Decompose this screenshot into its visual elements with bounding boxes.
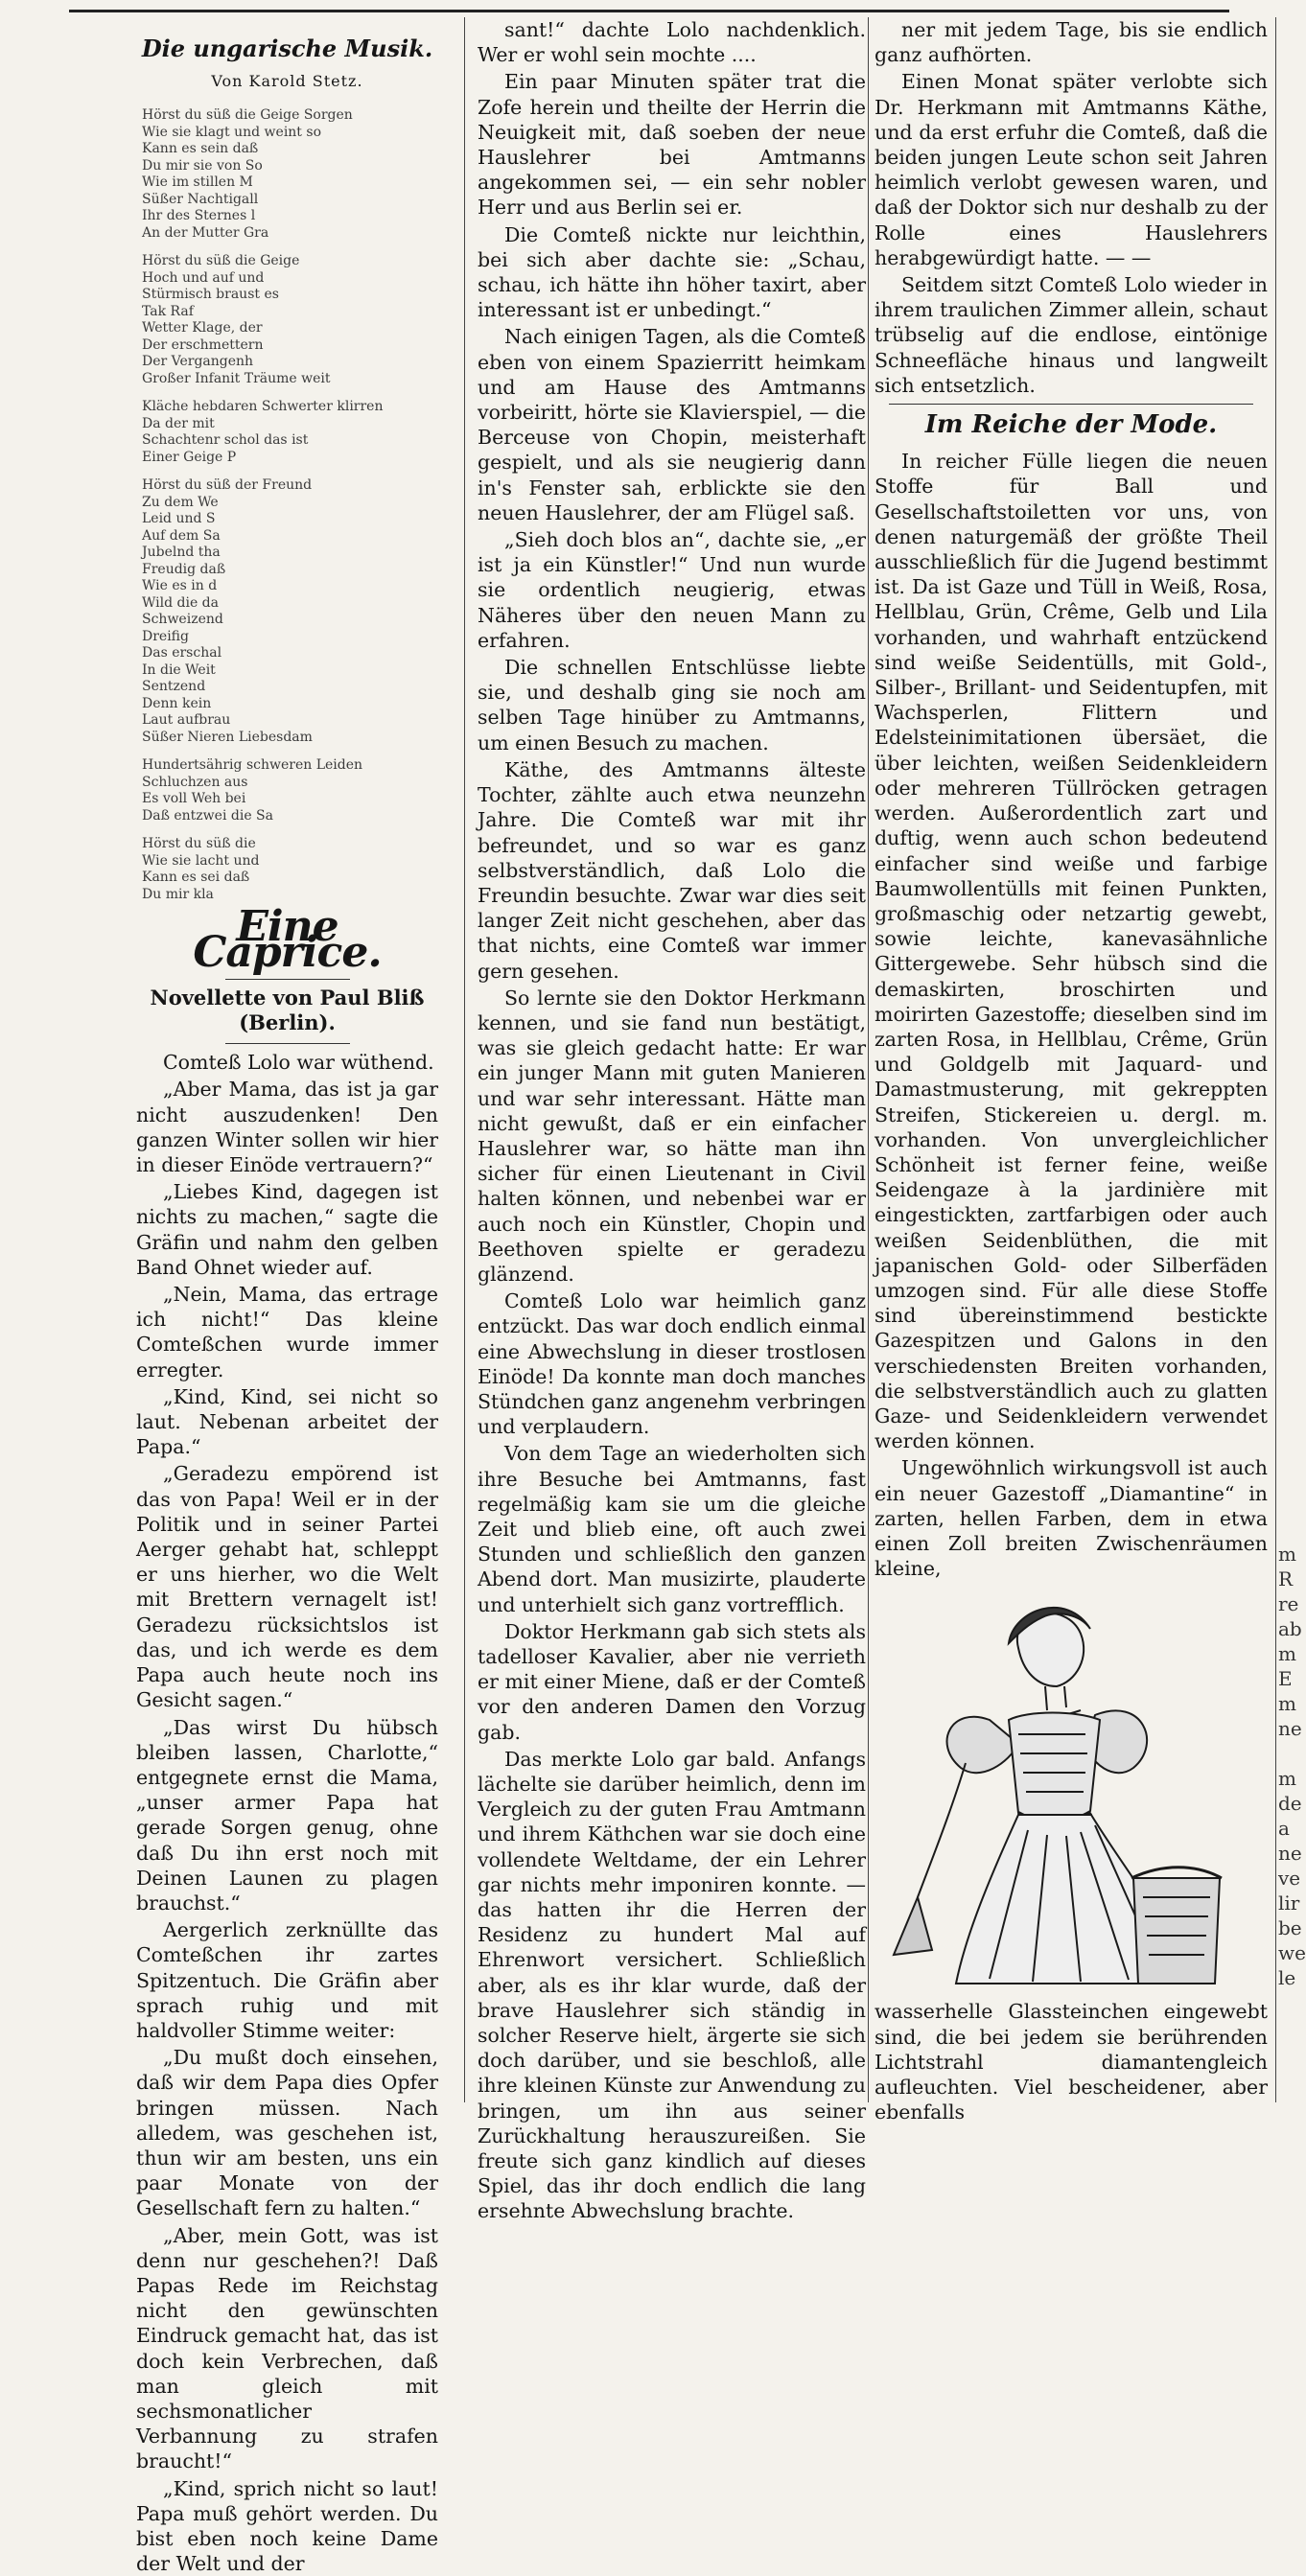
story-paragraph: „Sieh doch blos an“, dachte sie, „er ist ja ein Künstler!“ Und nun wurde sie ordentlich neugierig, etwas Näheres über den neuen Mann zu erfahren. [478,528,866,652]
poem-line: Ihr des Sternes l [142,208,256,224]
poem-line: Wild die da [142,594,219,611]
poem-line: Wie sie lacht und [142,852,260,869]
poem-line: Auf dem Sa [142,527,221,544]
edge-fragment: m [1278,1543,1296,1566]
poem-line: Sentzend [142,679,206,695]
poem-line: Es voll Weh bei [142,791,246,807]
poem-line: Dreifig [142,628,189,644]
story-subtitle: Novellette von Paul Bliß (Berlin). [150,985,425,1035]
edge-fragment: a [1278,1817,1290,1840]
story-paragraph: Die Comteß nickte nur leichthin, bei sich aber dachte sie: „Schau, schau, ich hätte ihn höher taxirt, aber interessant ist er unbedingt.“ [478,222,866,322]
poem-line: Denn kein [142,695,212,711]
poem-line: Hörst du süß die Geige [142,253,300,269]
poem-line: Großer Infanit Träume weit [142,370,331,386]
edge-fragment: m [1278,1692,1296,1715]
story-paragraph: „Du mußt doch einsehen, daß wir dem Papa dies Opfer bringen müssen. Nach alledem, was geschehen ist, thun wir am besten, uns ein paar Monate von der Gesellschaft fern zu halten.“ [136,2046,438,2220]
edge-fragment: ne [1278,1842,1302,1865]
edge-fragment [1278,1741,1294,1766]
poem-line: Wetter Klage, der [142,320,263,337]
fashion-text-continued: wasserhelle Glassteinchen eingewebt sind, die bei jedem sie berührenden Lichtstrahl diamantengleich aufleuchten. Viel bescheidener, aber ebenfalls [875,2000,1268,2124]
story-paragraph: „Liebes Kind, dagegen ist nichts zu machen,“ sagte die Gräfin und nahm den gelben Band Ohnet wieder auf. [136,1180,438,1279]
story-paragraph: „Aber Mama, das ist ja gar nicht auszudenken! Den ganzen Winter sollen wir hier in dieser Einöde vertrauern?“ [136,1078,438,1177]
story-paragraph: Ein paar Minuten später trat die Zofe herein und theilte der Herrin die Neuigkeit mit, daß soeben der neue Hauslehrer bei Amtmanns angekommen sei, — ein sehr nobler Herr und aus Berlin sei er. [478,70,866,220]
story-paragraph: „Kind, sprich nicht so laut! Papa muß gehört werden. Du bist eben noch keine Dame der Welt und der [136,2476,438,2576]
separator [225,1043,350,1044]
story-paragraph: „Das wirst Du hübsch bleiben lassen, Charlotte,“ entgegnete ernst die Mama, „unser armer Papa hat gerade Sorgen genug, ohne daß Du ihn erst noch mit Deinen Launen zu plagen brauchst.“ [136,1715,438,1915]
poem-line: Da der mit [142,415,215,431]
poem-byline: Von Karold Stetz. [211,72,363,91]
story-paragraph: Aergerlich zerknüllte das Comteßchen ihr zartes Spitzentuch. Die Gräfin aber sprach ruhig und mit haldvoller Stimme weiter: [136,1918,438,2042]
poem-stanza [142,399,438,466]
story-text-part-3 [875,17,1268,398]
poem-stanza [142,477,438,746]
poem-line: Süßer Nieren Liebesdam [142,729,313,745]
poem-line: Zu dem We [142,494,219,510]
separator [225,979,350,980]
story-paragraph: So lernte sie den Doktor Herkmann kennen, und sie fand nun bestätigt, was sie gleich gedacht hatte: Er war ein junger Mann mit guten Manieren und war sehr interessant. Hätte man nicht gewußt, daß er ein einfacher Hauslehrer war, so hätte man ihn sicher für einen Lieutenant in Civil halten können, und nebenbei war er auch noch ein Künstler, Chopin und Beethoven spielte er geradezu glänzend. [478,986,866,1286]
fashion-illustration [875,1590,1258,1993]
top-rule [69,10,1229,12]
poem-line: Kann es sei daß [142,870,250,886]
poem-line: Schluchzen aus [142,774,248,790]
poem-line: Freudig daß [142,561,226,577]
poem-line: Das erschal [142,645,222,661]
edge-fragment: le [1278,1966,1296,1989]
column-divider [464,17,465,2102]
poem-line: Der Vergangenh [142,354,254,370]
edge-fragment: R [1278,1567,1294,1590]
story-paragraph: „Aber, mein Gott, was ist denn nur geschehen?! Daß Papas Rede im Reichstag nicht den gewünschten Eindruck gemacht hat, das ist doch kein Verbrechen, daß man gleich mit sechsmonatlicher Verbannung zu strafen braucht!“ [136,2223,438,2473]
story-paragraph: Käthe, des Amtmanns älteste Tochter, zählte auch etwa neunzehn Jahre. Die Comteß war mit ihr befreundet, und so war es ganz selbstverständlich, daß Lolo die Freundin besuchte. Zwar war dies seit langer Zeit nicht geschehen, aber das that nichts, eine Comteß war immer gern gesehen. [478,757,866,983]
edge-fragment: E [1278,1667,1293,1690]
poem-line: Hörst du süß die [142,836,256,852]
poem-line: Daß entzwei die Sa [142,807,273,824]
column-divider [868,17,869,2102]
edge-fragment: we [1278,1941,1306,1964]
story-paragraph: Doktor Herkmann gab sich stets als tadelloser Kavalier, aber nie verrieth er mit einer Miene, daß er der Comteß vor den anderen Damen den Vorzug gab. [478,1619,866,1744]
poem-line: Du mir sie von So [142,157,263,174]
story-paragraph: Die schnellen Entschlüsse liebte sie, und deshalb ging sie noch am selben Tage hinüber zu Amtmanns, um einen Besuch zu machen. [478,656,866,754]
edge-fragment: re [1278,1592,1299,1615]
poem-line: Kann es sein daß [142,141,259,157]
story-paragraph: sant!“ dachte Lolo nachdenklich. Wer er wohl sein mochte .... [478,18,866,67]
story-title: Eine Caprice. [193,902,382,977]
column-2 [478,17,866,2223]
edge-fragment: be [1278,1916,1302,1939]
edge-fragment: ne [1278,1717,1302,1740]
story-paragraph: Einen Monat später verlobte sich Dr. Herkmann mit Amtmanns Käthe, und da erst erfuhr die Comteß, daß die beiden jungen Leute schon seit Jahren heimlich verlobt gewesen waren, und daß der Doktor sich nur deshalb zu der Rolle eines Hauslehrers herabgewürdigt hatte. — — [875,70,1268,269]
poem-stanza [142,836,438,903]
poem-line: Hörst du süß die Geige Sorgen [142,107,353,124]
column-1 [136,17,438,2576]
story-text-part-1 [136,1050,438,2576]
column-3 [875,17,1268,2124]
story-paragraph: Nach einigen Tagen, als die Comteß eben von einem Spazierritt heimkam und am Hause des Amtmanns vorbeiritt, hörte sie Klavierspiel, — die Berceuse von Chopin, meisterhaft gespielt, und als sie neugierig dann in's Fenster sah, erblickte sie den neuen Hauslehrer, der am Flügel saß. [478,325,866,524]
edge-fragment: de [1278,1792,1302,1815]
edge-fragment: lir [1278,1891,1300,1915]
poem-line: Schweizend [142,612,223,628]
poem-line: Laut aufbrau [142,712,231,729]
edge-fragment: ab [1278,1617,1302,1640]
poem-line: Schachtenr schol das ist [142,432,309,449]
poem-stanza [142,757,438,824]
edge-fragment: ve [1278,1867,1301,1890]
separator [889,404,1253,405]
edge-fragment: m [1278,1642,1296,1665]
poem-line: Wie im stillen M [142,174,253,191]
poem-line: Leid und S [142,511,216,527]
poem-line: Tak Raf [142,303,194,319]
story-paragraph: Comteß Lolo war heimlich ganz entzückt. Das war doch endlich einmal eine Abwechslung in dieser trostlosen Einöde! Da konnte man doch manches Stündchen ganz angenehm verbringen und verplaudern. [478,1289,866,1439]
edge-fragment: m [1278,1767,1296,1790]
column-divider [1275,17,1276,2102]
story-text-part-2 [478,17,866,2224]
poem-line: Kläche hebdaren Schwerter klirren [142,399,384,415]
story-paragraph: Seitdem sitzt Comteß Lolo wieder in ihrem traulichen Zimmer allein, schaut trübselig auf die endlose, eintönige Schneefläche hinaus und langweilt sich entsetzlich. [875,273,1268,397]
poem-line: Süßer Nachtigall [142,191,259,207]
fashion-title: Im Reiche der Mode. [924,410,1218,440]
story-paragraph: „Geradezu empörend ist das von Papa! Weil er in der Politik und in seiner Partei Aerger gehabt hat, schleppt er uns hierher, wo die Welt mit Brettern vernagelt ist! Geradezu rücksichtslos ist das, und ich werde es dem Papa auch heute noch ins Gesicht sagen.“ [136,1462,438,1712]
poem-line: Hundertsährig schweren Leiden [142,757,363,774]
story-paragraph: „Nein, Mama, das ertrage ich nicht!“ Das kleine Comteßchen wurde immer erregter. [136,1283,438,1381]
story-paragraph: ner mit jedem Tage, bis sie endlich ganz aufhörten. [875,18,1268,67]
fashion-text [875,449,1268,1581]
story-paragraph: Comteß Lolo war wüthend. [163,1051,434,1075]
poem-line: Einer Geige P [142,449,237,465]
poem-title: Die ungarische Musik. [141,35,433,62]
story-paragraph: „Kind, Kind, sei nicht so laut. Nebenan arbeitet der Papa.“ [136,1384,438,1459]
poem-line: Hoch und auf und [142,269,265,286]
poem-line: Wie es in d [142,578,218,594]
fashion-paragraph: Ungewöhnlich wirkungsvoll ist auch ein neuer Gazestoff „Diamantine“ in zarten, hellen Farben, dem in etwa einen Zoll breiten Zwischenräumen kleine, [875,1456,1268,1581]
fashion-paragraph: In reicher Fülle liegen die neuen Stoffe für Ball und Gesellschaftstoiletten vor uns, von denen naturgemäß der größte Theil ausschließlich für die Jugend bestimmt ist. Da ist Gaze und Tüll in Weiß, Rosa, Hellblau, Grün, Crême, Gelb und Lila vorhanden, und wahrhaft entzückend sind weiße Seidentülls, mit Gold-, Silber-, Brillant- und Seidentupfen, mit Wachsperlen, Flittern und Edelsteinimitationen übersäet, die über leichten, weißen Seidenkleidern oder mehreren Tüllröcken getragen werden. Außerordentlich zart und duftig, wenn auch schon bedeutend einfacher sind weiße und farbige Baumwollentülls mit feinen Punkten, großmaschig oder netzartig gewebt, sowie leichte, kanevasähnliche Gittergewebe. Sehr hübsch sind die demaskirten, broschirten und moirirten Gazestoffe; dieselben sind im zarten Rosa, in Hellblau, Crême, Grün und Goldgelb mit Jaquard- und Damastmusterung, mit gekreppten Streifen, Stickereien u. dergl. m. vorhanden. Von unvergleichlicher Schönheit ist ferner feine, weiße Seidengaze à la jardinière mit eingestickten, zartfarbigen oder auch weißen Seidenblüthen, die mit japanischen Gold- oder Silberfäden umzogen sind. Für alle diese Stoffe sind übereinstimmend bestickte Gazespitzen und Galons in den verschiedensten Breiten vorhanden, die selbstverständlich auch zu glatten Gaze- und Seidenkleidern verwendet werden können. [875,450,1268,1453]
poem-line: Hörst du süß der Freund [142,477,313,494]
poem-line: Jubelnd tha [142,545,221,561]
poem-body [142,107,438,903]
poem-stanza [142,253,438,387]
poem-line: Der erschmettern [142,337,264,353]
story-paragraph: Das merkte Lolo gar bald. Anfangs lächelte sie darüber heimlich, denn im Vergleich zu der guten Frau Amtmann und ihrem Käthchen war sie doch eine vollendete Weltdame, der ein Lehrer gar nichts mehr imponiren konnte. — das hatten ihr die Herren der Residenz zu hundert Mal auf Ehrenwort versichert. Schließlich aber, als es ihr klar wurde, daß der brave Hauslehrer sich ständig in solcher Reserve hielt, ärgerte sie sich doch darüber, und sie beschloß, alle ihre kleinen Künste zur Anwendung zu bringen, um ihn aus seiner Zurückhaltung herauszureißen. Sie freute sich ganz kindlich auf dieses Spiel, das ihr doch endlich die lang ersehnte Abwechslung brachte. [478,1747,866,2223]
poem-line: An der Mutter Gra [142,224,269,241]
adjacent-column-fragment [1278,17,1306,2102]
poem-line: Wie sie klagt und weint so [142,124,321,140]
poem-line: Du mir kla [142,886,214,902]
poem-line: In die Weit [142,661,216,678]
poem-line: Stürmisch braust es [142,287,279,303]
poem-stanza [142,107,438,242]
story-paragraph: Von dem Tage an wiederholten sich ihre Besuche bei Amtmanns, fast regelmäßig kam sie um die gleiche Zeit und blieb eine, oft auch zwei Stunden und schließlich den ganzen Abend dort. Man musizirte, plauderte und unterhielt sich ganz vortrefflich. [478,1442,866,1616]
